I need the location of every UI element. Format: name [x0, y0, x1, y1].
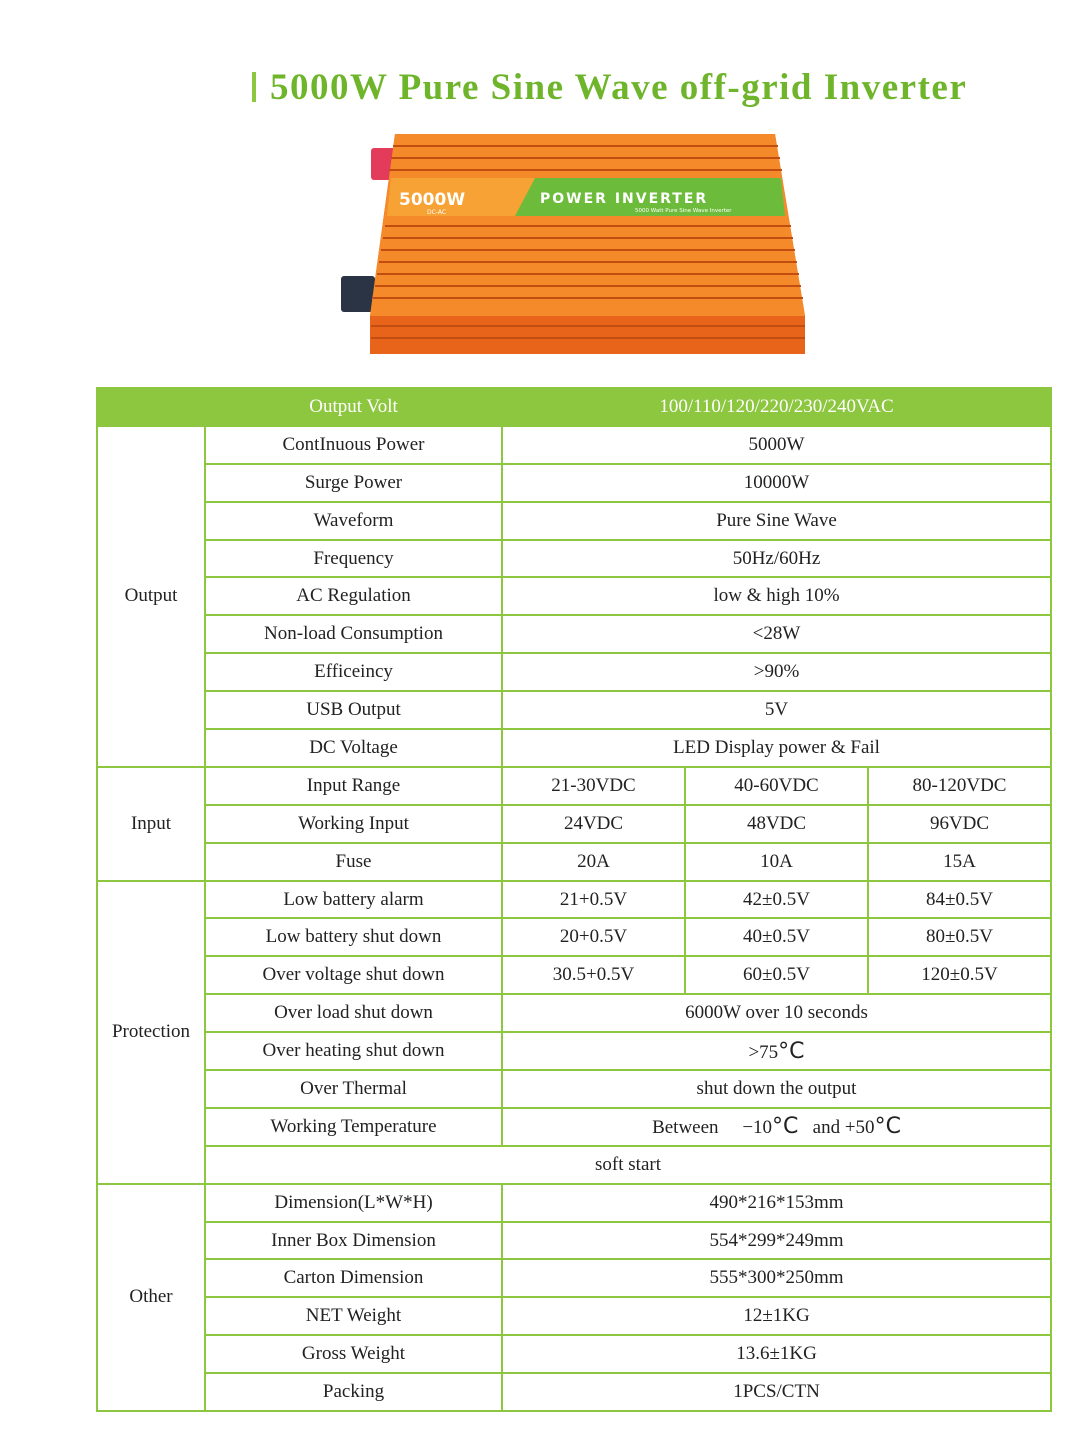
negative-terminal: [341, 276, 375, 312]
row-value: >90%: [502, 653, 1051, 691]
table-row: [97, 1146, 1051, 1184]
row-value: 120±0.5V: [868, 956, 1051, 994]
table-row: [97, 1070, 1051, 1108]
spec-table: [96, 387, 1052, 1412]
label-text: POWER INVERTER: [540, 191, 709, 207]
temp-high: and +50: [812, 1117, 875, 1139]
row-value: [502, 1108, 1051, 1146]
row-label: Packing: [205, 1373, 502, 1411]
group-protection: Protection: [97, 881, 205, 1184]
table-row: [97, 1032, 1051, 1070]
row-label: Over load shut down: [205, 994, 502, 1032]
row-label: Working Input: [205, 805, 502, 843]
row-value: shut down the output: [502, 1070, 1051, 1108]
row-value: 12±1KG: [502, 1297, 1051, 1335]
row-label: ContInuous Power: [205, 426, 502, 464]
row-value: 554*299*249mm: [502, 1222, 1051, 1260]
row-label: Surge Power: [205, 464, 502, 502]
inverter-product-image: [335, 126, 815, 361]
row-value: 5000W: [502, 426, 1051, 464]
header-label: Output Volt: [205, 388, 502, 426]
row-label: AC Regulation: [205, 577, 502, 615]
group-output: Output: [97, 426, 205, 767]
table-row: [97, 464, 1051, 502]
row-value: 24VDC: [502, 805, 685, 843]
table-row: [97, 691, 1051, 729]
row-value: 490*216*153mm: [502, 1184, 1051, 1222]
row-value: 5V: [502, 691, 1051, 729]
row-value: 15A: [868, 843, 1051, 881]
row-value: LED Display power & Fail: [502, 729, 1051, 767]
group-other: Other: [97, 1184, 205, 1411]
row-value: 21+0.5V: [502, 881, 685, 919]
row-value: 10A: [685, 843, 868, 881]
row-label: Fuse: [205, 843, 502, 881]
row-label: Over voltage shut down: [205, 956, 502, 994]
row-label: DC Voltage: [205, 729, 502, 767]
row-label: Low battery shut down: [205, 918, 502, 956]
table-row: [97, 1297, 1051, 1335]
row-label: Input Range: [205, 767, 502, 805]
row-label: Inner Box Dimension: [205, 1222, 502, 1260]
title-text: 5000W Pure Sine Wave off-grid Inverter: [270, 67, 968, 108]
table-row: [97, 805, 1051, 843]
row-value: 40±0.5V: [685, 918, 868, 956]
table-row: [97, 540, 1051, 578]
temp-low: −10: [742, 1117, 773, 1139]
row-value: 50Hz/60Hz: [502, 540, 1051, 578]
row-label: Carton Dimension: [205, 1259, 502, 1297]
table-row: [97, 956, 1051, 994]
celsius-unit: °C: [778, 1038, 805, 1064]
table-row: [97, 843, 1051, 881]
row-value: 80±0.5V: [868, 918, 1051, 956]
row-value: 10000W: [502, 464, 1051, 502]
row-label: Non-load Consumption: [205, 615, 502, 653]
page-title: [252, 66, 967, 109]
temp-prefix: Between: [652, 1117, 719, 1139]
table-row: [97, 1259, 1051, 1297]
row-label: Working Temperature: [205, 1108, 502, 1146]
row-value: 20+0.5V: [502, 918, 685, 956]
row-label: Over heating shut down: [205, 1032, 502, 1070]
label-sub: 5000 Watt Pure Sine Wave Inverter: [635, 208, 732, 214]
row-value: 30.5+0.5V: [502, 956, 685, 994]
celsius-unit: °C: [874, 1114, 901, 1140]
row-value: 555*300*250mm: [502, 1259, 1051, 1297]
table-row: [97, 502, 1051, 540]
row-value: 6000W over 10 seconds: [502, 994, 1051, 1032]
row-value: low & high 10%: [502, 577, 1051, 615]
header-blank: [97, 388, 205, 426]
row-label: Efficeincy: [205, 653, 502, 691]
table-row: [97, 994, 1051, 1032]
table-row: [97, 653, 1051, 691]
row-label: Dimension(L*W*H): [205, 1184, 502, 1222]
table-row: [97, 1335, 1051, 1373]
row-label: Low battery alarm: [205, 881, 502, 919]
overheat-value: >75: [748, 1041, 779, 1063]
row-value: 1PCS/CTN: [502, 1373, 1051, 1411]
soft-start: soft start: [205, 1146, 1051, 1184]
row-value: [502, 1032, 1051, 1070]
celsius-unit: °C: [772, 1114, 799, 1140]
table-row: [97, 1222, 1051, 1260]
row-value: 21-30VDC: [502, 767, 685, 805]
table-row: [97, 577, 1051, 615]
table-row: [97, 918, 1051, 956]
row-label: Gross Weight: [205, 1335, 502, 1373]
table-row: [97, 426, 1051, 464]
table-row: [97, 881, 1051, 919]
row-label: USB Output: [205, 691, 502, 729]
title-mark: [252, 72, 256, 102]
badge-text: 5000W: [399, 190, 466, 210]
table-row: [97, 767, 1051, 805]
row-value: 20A: [502, 843, 685, 881]
row-value: 84±0.5V: [868, 881, 1051, 919]
row-label: Frequency: [205, 540, 502, 578]
table-row: [97, 1373, 1051, 1411]
row-value: 80-120VDC: [868, 767, 1051, 805]
table-row: [97, 1184, 1051, 1222]
badge-sub: DC-AC: [427, 209, 447, 216]
row-value: <28W: [502, 615, 1051, 653]
row-value: 96VDC: [868, 805, 1051, 843]
header-row: [97, 388, 1051, 426]
row-label: Over Thermal: [205, 1070, 502, 1108]
row-value: 60±0.5V: [685, 956, 868, 994]
row-value: 13.6±1KG: [502, 1335, 1051, 1373]
row-value: Pure Sine Wave: [502, 502, 1051, 540]
table-row: [97, 729, 1051, 767]
row-label: Waveform: [205, 502, 502, 540]
table-row: [97, 1108, 1051, 1146]
row-value: 42±0.5V: [685, 881, 868, 919]
row-value: 48VDC: [685, 805, 868, 843]
table-row: [97, 615, 1051, 653]
header-value: 100/110/120/220/230/240VAC: [502, 388, 1051, 426]
group-input: Input: [97, 767, 205, 881]
row-value: 40-60VDC: [685, 767, 868, 805]
row-label: NET Weight: [205, 1297, 502, 1335]
